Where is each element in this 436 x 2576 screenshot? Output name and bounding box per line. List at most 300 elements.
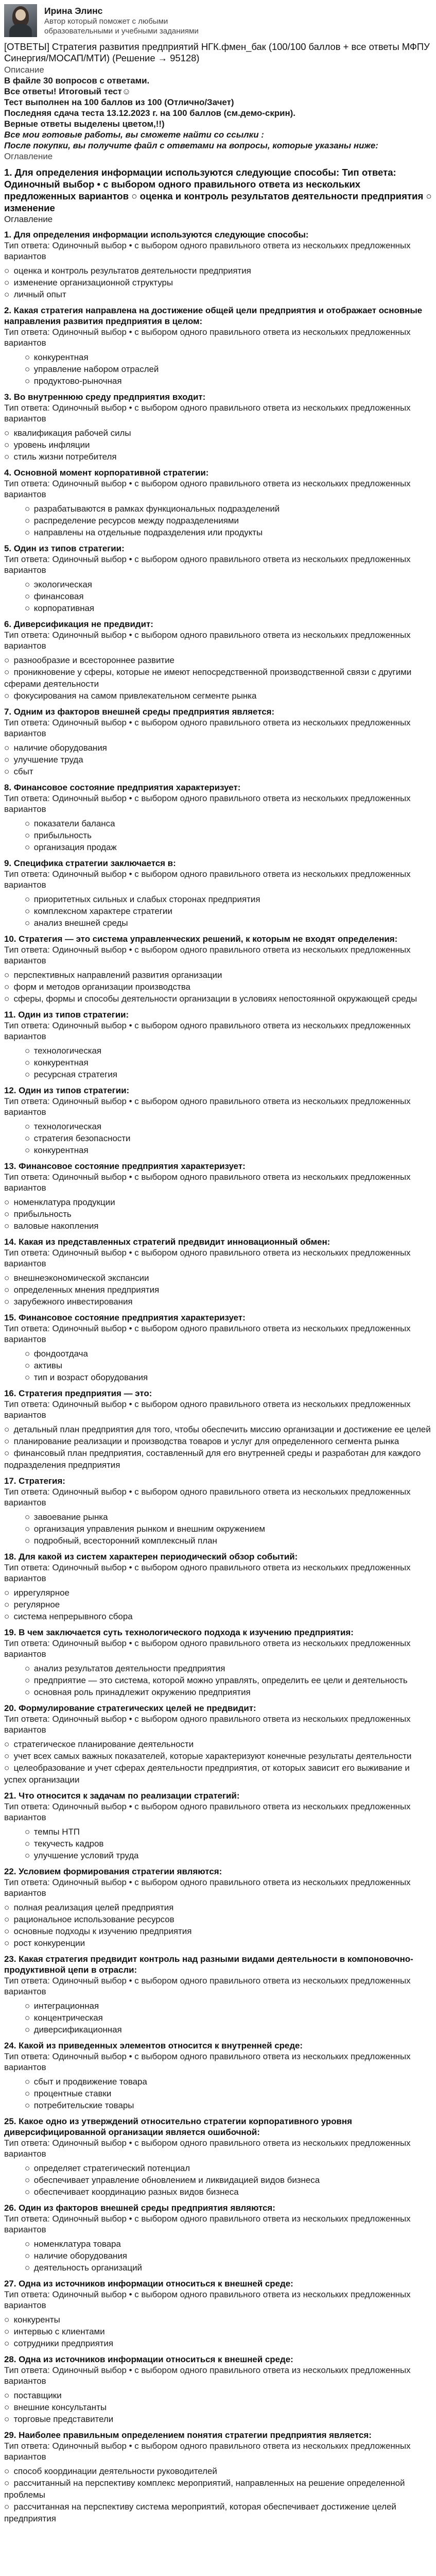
radio-circle-icon: ○: [25, 2163, 30, 2173]
answer-option: [25, 1674, 432, 1686]
radio-circle-icon: ○: [25, 2250, 30, 2261]
answer-option-label: номенклатура продукции: [13, 1197, 115, 1207]
question-title: 9. Специфика стратегии заключается в:: [4, 858, 176, 868]
radio-circle-icon: ○: [4, 1424, 10, 1434]
question-answer-type: Тип ответа: Одиночный выбор • с выбором одного правильного ответа из нескольких предложенных вариантов: [4, 1714, 411, 1735]
radio-circle-icon: ○: [4, 289, 10, 299]
answer-option-label: фокусирования на самом привлекательном сегменте рынка: [13, 690, 257, 701]
answer-option-label: улучшение труда: [13, 754, 83, 765]
answer-option-label: технологическая: [33, 1121, 102, 1131]
radio-circle-icon: ○: [4, 428, 10, 438]
question-title: 28. Одна из источников информации относиться к внешней среде:: [4, 2354, 293, 2364]
answer-option-label: учет всех самых важных показателей, которые характеризуют конечные результаты деятельности: [13, 1751, 412, 1761]
answer-option: [25, 527, 432, 538]
question-block: [4, 1866, 432, 1949]
answer-option-label: способ координации деятельности руководителей: [13, 2466, 217, 2476]
radio-circle-icon: ○: [4, 667, 10, 677]
answer-option: [4, 666, 432, 690]
answer-option-label: уровень инфляции: [13, 439, 90, 450]
answer-options: [4, 893, 432, 929]
answer-option-label: рациональное использование ресурсов: [13, 1914, 175, 1924]
answer-option-label: иррегулярное: [13, 1587, 69, 1598]
answer-option: [25, 1348, 432, 1360]
radio-circle-icon: ○: [4, 2402, 10, 2412]
answer-option: [25, 1057, 432, 1069]
answer-option: [4, 1599, 432, 1611]
answer-option: [25, 1144, 432, 1156]
answer-option: [4, 439, 432, 451]
answer-option-label: улучшение условий труда: [33, 1850, 139, 1860]
answer-option-label: прибыльность: [13, 1209, 72, 1219]
answer-option-label: стратегическое планирование деятельности: [13, 1739, 194, 1749]
answer-option: [25, 515, 432, 527]
answer-option: [4, 1296, 432, 1308]
answer-option-label: тип и возраст оборудования: [33, 1372, 148, 1382]
radio-circle-icon: ○: [4, 2390, 10, 2400]
avatar-face: [15, 9, 26, 21]
answer-option-label: темпы НТП: [33, 1826, 80, 1837]
answer-option-label: валовые накопления: [13, 1221, 99, 1231]
header-line-score: Тест выполнен на 100 баллов из 100 (Отлично/Зачет): [4, 97, 234, 107]
answer-option-label: планирование реализации и производства товаров и услуг для определенного сегмента рынка: [13, 1436, 399, 1446]
answer-option: [25, 1371, 432, 1383]
radio-circle-icon: ○: [25, 906, 30, 916]
question-answer-type: Тип ответа: Одиночный выбор • с выбором одного правильного ответа из нескольких предложенных вариантов: [4, 1096, 411, 1117]
question-answer-type: Тип ответа: Одиночный выбор • с выбором одного правильного ответа из нескольких предложенных вариантов: [4, 1486, 411, 1507]
question-title: 5. Один из типов стратегии:: [4, 543, 125, 553]
radio-circle-icon: ○: [4, 1284, 10, 1295]
answer-option: [25, 1686, 432, 1698]
answer-options: [4, 1272, 432, 1308]
answer-options: [4, 1423, 432, 1471]
answer-option-label: концентрическая: [33, 2012, 103, 2023]
avatar-torso: [9, 24, 32, 37]
answer-option: [4, 2389, 432, 2401]
answer-options: [4, 2076, 432, 2111]
answer-option: [4, 981, 432, 993]
answer-option-label: продуктово-рыночная: [33, 376, 122, 386]
radio-circle-icon: ○: [25, 503, 30, 514]
answer-option: [4, 1762, 432, 1786]
answer-option: [25, 1121, 432, 1132]
radio-circle-icon: ○: [4, 754, 10, 765]
question-title: 13. Финансовое состояние предприятия характеризует:: [4, 1161, 246, 1171]
answer-option-label: оценка и контроль результатов деятельности предприятия: [13, 265, 251, 276]
answer-option: [25, 1132, 432, 1144]
radio-circle-icon: ○: [4, 1926, 10, 1936]
question-block: [4, 1009, 432, 1080]
question-answer-type: Тип ответа: Одиночный выбор • с выбором одного правильного ответа из нескольких предложенных вариантов: [4, 2213, 411, 2234]
radio-circle-icon: ○: [25, 842, 30, 852]
answer-option: [25, 829, 432, 841]
answer-option-label: детальный план предприятия для того, чтобы обеспечить миссию организации и достижение ее целей: [13, 1424, 431, 1434]
answer-option-label: личный опыт: [13, 289, 66, 299]
radio-circle-icon: ○: [4, 742, 10, 753]
radio-circle-icon: ○: [25, 364, 30, 374]
question-block: [4, 858, 432, 929]
question-answer-type: Тип ответа: Одиночный выбор • с выбором одного правильного ответа из нескольких предложенных вариантов: [4, 1638, 411, 1659]
answer-option-label: технологическая: [33, 1045, 102, 1056]
answer-options: [4, 2465, 432, 2524]
question-title: 25. Какое одно из утверждений относительно стратегии корпоративного уровня диверсифицированной организации является ошибочной:: [4, 2116, 352, 2137]
answer-option-label: процентные ставки: [33, 2088, 112, 2098]
answer-option: [25, 2238, 432, 2250]
radio-circle-icon: ○: [25, 527, 30, 537]
question-answer-type: Тип ответа: Одиночный выбор • с выбором одного правильного ответа из нескольких предложенных вариантов: [4, 1172, 411, 1193]
answer-option-label: анализ внешней среды: [33, 918, 128, 928]
answer-option-label: стратегия безопасности: [33, 1133, 131, 1143]
answer-option-label: разрабатываются в рамках функциональных подразделений: [33, 503, 280, 514]
author-info: [44, 4, 199, 36]
radio-circle-icon: ○: [25, 1838, 30, 1849]
answer-options: [4, 2238, 432, 2274]
question-title: 26. Один из факторов внешней среды предприятия являются:: [4, 2202, 275, 2213]
answer-option: [4, 1208, 432, 1220]
answer-options: [4, 654, 432, 702]
question-block: [4, 1388, 432, 1471]
answer-options: [4, 2162, 432, 2198]
answer-option: [25, 2262, 432, 2274]
answer-option: [25, 841, 432, 853]
question-answer-type: Тип ответа: Одиночный выбор • с выбором одного правильного ответа из нескольких предложенных вариантов: [4, 2051, 411, 2072]
question-block: [4, 305, 432, 387]
answer-option-label: предприятие — это система, которой можно управлять, определить ее цели и деятельность: [33, 1675, 408, 1685]
answer-option-label: наличие оборудования: [33, 2250, 127, 2261]
answer-option-label: внешние консультанты: [13, 2402, 107, 2412]
question-answer-type: Тип ответа: Одиночный выбор • с выбором одного правильного ответа из нескольких предложенных вариантов: [4, 793, 411, 814]
question-title: 20. Формулирование стратегических целей не предвидит:: [4, 1703, 256, 1713]
answer-option: [4, 1423, 432, 1435]
answer-option: [4, 1902, 432, 1913]
answer-option-label: завоевание рынка: [33, 1512, 108, 1522]
radio-circle-icon: ○: [25, 603, 30, 613]
radio-circle-icon: ○: [25, 1663, 30, 1673]
radio-circle-icon: ○: [25, 2076, 30, 2087]
radio-circle-icon: ○: [25, 1045, 30, 1056]
question-title: 8. Финансовое состояние предприятия характеризует:: [4, 782, 241, 792]
radio-circle-icon: ○: [25, 1133, 30, 1143]
question-title: 21. Что относится к задачам по реализации стратегий:: [4, 1790, 240, 1801]
question-block: [4, 229, 432, 300]
answer-option: [25, 1663, 432, 1674]
question-block: [4, 782, 432, 853]
question-block: [4, 392, 432, 463]
answer-option-label: конкурентная: [33, 1057, 89, 1067]
radio-circle-icon: ○: [25, 2239, 30, 2249]
answer-option-label: обеспечивает координацию разных видов бизнеса: [33, 2187, 239, 2197]
question-block: [4, 2430, 432, 2524]
answer-option-label: распределение ресурсов между подразделениями: [33, 515, 239, 526]
question-title: 12. Один из типов стратегии:: [4, 1085, 130, 1095]
answer-option-label: текучесть кадров: [33, 1838, 104, 1849]
question-answer-type: Тип ответа: Одиночный выбор • с выбором одного правильного ответа из нескольких предложенных вариантов: [4, 478, 411, 499]
answer-option-label: экологическая: [33, 579, 92, 589]
radio-circle-icon: ○: [25, 2001, 30, 2011]
question-block: [4, 2040, 432, 2111]
radio-circle-icon: ○: [4, 1436, 10, 1446]
radio-circle-icon: ○: [25, 1145, 30, 1155]
answer-option-label: определенных мнения предприятия: [13, 1284, 160, 1295]
answer-option: [4, 2337, 432, 2349]
answer-option: [4, 289, 432, 300]
question-block: [4, 1161, 432, 1232]
radio-circle-icon: ○: [4, 451, 10, 462]
answer-options: [4, 351, 432, 387]
question-answer-type: Тип ответа: Одиночный выбор • с выбором одного правильного ответа из нескольких предложенных вариантов: [4, 2138, 411, 2159]
radio-circle-icon: ○: [4, 2326, 10, 2336]
answer-option-label: система непрерывного сбора: [13, 1611, 133, 1621]
radio-circle-icon: ○: [25, 1826, 30, 1837]
radio-circle-icon: ○: [25, 591, 30, 601]
answer-option-label: полная реализация целей предприятия: [13, 1902, 174, 1912]
answer-options: [4, 1663, 432, 1698]
radio-circle-icon: ○: [4, 1197, 10, 1207]
answer-option-label: управление набором отраслей: [33, 364, 159, 374]
answer-options: [4, 1738, 432, 1786]
answer-option: [25, 1511, 432, 1523]
answer-option-label: конкурентная: [33, 352, 89, 362]
answer-option-label: организация управления рынком и внешним окружением: [33, 1523, 266, 1534]
question-block: [4, 706, 432, 777]
radio-circle-icon: ○: [4, 1448, 10, 1458]
answer-option-label: проникновение у сферы, которые не имеют непосредственной производственной связи с другими сферами деятельности: [4, 667, 412, 689]
answer-option: [4, 1611, 432, 1622]
answer-option: [25, 1360, 432, 1371]
question-block: [4, 619, 432, 702]
answer-option: [25, 2162, 432, 2174]
question-answer-type: Тип ответа: Одиночный выбор • с выбором одного правильного ответа из нескольких предложенных вариантов: [4, 554, 411, 575]
answer-option: [4, 654, 432, 666]
answer-option-label: деятельность организаций: [33, 2262, 142, 2273]
radio-circle-icon: ○: [4, 1221, 10, 1231]
header-line-questions-count: В файле 30 вопросов с ответами.: [4, 75, 150, 86]
answer-options: [4, 2389, 432, 2425]
answer-options: [4, 1045, 432, 1080]
question-block: [4, 934, 432, 1005]
radio-circle-icon: ○: [4, 1739, 10, 1749]
answer-option: [25, 1045, 432, 1057]
question-title: 14. Какая из представленных стратегий предвидит инновационный обмен:: [4, 1236, 330, 1247]
radio-circle-icon: ○: [25, 1850, 30, 1860]
answer-option-label: прибыльность: [33, 830, 92, 840]
answer-option-label: сбыт и продвижение товара: [33, 2076, 147, 2087]
answer-options: [4, 1902, 432, 1949]
radio-circle-icon: ○: [4, 1599, 10, 1609]
question-answer-type: Тип ответа: Одиночный выбор • с выбором одного правильного ответа из нескольких предложенных вариантов: [4, 1562, 411, 1583]
question-block: [4, 1551, 432, 1622]
radio-circle-icon: ○: [4, 2478, 10, 2488]
radio-circle-icon: ○: [4, 1751, 10, 1761]
radio-circle-icon: ○: [25, 1348, 30, 1359]
header-line-highlight-note: Верные ответы выделены цветом,!!): [4, 118, 165, 129]
answer-option: [25, 2099, 432, 2111]
answer-option-label: рассчитанная на перспективу система мероприятий, которая обеспечивает достижение целей предприятия: [4, 2501, 396, 2523]
answer-option-label: конкурентная: [33, 1145, 89, 1155]
answer-option-label: номенклатура товара: [33, 2239, 121, 2249]
question-block: [4, 1703, 432, 1786]
answer-option: [25, 351, 432, 363]
answer-option-label: сферы, формы и способы деятельности организации в условиях непостоянной окружающей среды: [13, 993, 417, 1004]
answer-option: [4, 265, 432, 277]
answer-option: [25, 2076, 432, 2088]
radio-circle-icon: ○: [4, 2466, 10, 2476]
answer-option: [25, 1850, 432, 1861]
radio-circle-icon: ○: [4, 1273, 10, 1283]
question-answer-type: Тип ответа: Одиночный выбор • с выбором одного правильного ответа из нескольких предложенных вариантов: [4, 869, 411, 890]
header-line-final-test: Все ответы! Итоговый тест☺: [4, 86, 131, 96]
answer-option: [4, 1284, 432, 1296]
answer-option-label: определяет стратегический потенциал: [33, 2163, 190, 2173]
answer-option-label: обеспечивает управление обновлением и ликвидацией видов бизнеса: [33, 2175, 320, 2185]
radio-circle-icon: ○: [4, 970, 10, 980]
question-block: [4, 1236, 432, 1308]
answer-options: [4, 1348, 432, 1383]
radio-circle-icon: ○: [25, 2012, 30, 2023]
answer-option: [4, 2326, 432, 2337]
answer-option-label: интеграционная: [33, 2001, 99, 2011]
answer-option-label: сбыт: [13, 766, 33, 776]
answer-option-label: фондоотдача: [33, 1348, 88, 1359]
radio-circle-icon: ○: [4, 981, 10, 992]
answer-option-label: организация продаж: [33, 842, 117, 852]
radio-circle-icon: ○: [25, 2175, 30, 2185]
answer-options: [4, 265, 432, 300]
answer-option-label: наличие оборудования: [13, 742, 107, 753]
question-answer-type: Тип ответа: Одиночный выбор • с выбором одного правильного ответа из нескольких предложенных вариантов: [4, 2289, 411, 2310]
radio-circle-icon: ○: [25, 830, 30, 840]
question-block: [4, 2354, 432, 2425]
answer-option: [4, 1447, 432, 1471]
question-block: [4, 1954, 432, 2036]
question-title: 29. Наиболее правильным определением понятия стратегии предприятия является:: [4, 2430, 372, 2440]
answer-options: [4, 503, 432, 538]
answer-option: [4, 690, 432, 702]
question-answer-type: Тип ответа: Одиночный выбор • с выбором одного правильного ответа из нескольких предложенных вариантов: [4, 1020, 411, 1041]
answer-option-label: разнообразие и всестороннее развитие: [13, 655, 175, 665]
answer-options: [4, 1511, 432, 1547]
question-answer-type: Тип ответа: Одиночный выбор • с выбором одного правильного ответа из нескольких предложенных вариантов: [4, 327, 411, 348]
radio-circle-icon: ○: [25, 1069, 30, 1079]
question-title: 27. Одна из источников информации относиться к внешней среде:: [4, 2278, 293, 2289]
radio-circle-icon: ○: [25, 376, 30, 386]
answer-option: [4, 1435, 432, 1447]
question-block: [4, 1790, 432, 1861]
answer-options: [4, 1826, 432, 1861]
answer-options: [4, 969, 432, 1005]
question-answer-type: Тип ответа: Одиночный выбор • с выбором одного правильного ответа из нескольких предложенных вариантов: [4, 630, 411, 651]
answer-option: [25, 2250, 432, 2262]
answer-options: [4, 818, 432, 853]
answer-option-label: финансовая: [33, 591, 84, 601]
answer-option-label: активы: [33, 1360, 62, 1370]
question-block: [4, 1312, 432, 1383]
answer-option-label: рост конкуренции: [13, 1938, 85, 1948]
answer-option: [4, 2465, 432, 2477]
question-answer-type: Тип ответа: Одиночный выбор • с выбором одного правильного ответа из нескольких предложенных вариантов: [4, 240, 411, 261]
radio-circle-icon: ○: [4, 1587, 10, 1598]
question-answer-type: Тип ответа: Одиночный выбор • с выбором одного правильного ответа из нескольких предложенных вариантов: [4, 1801, 411, 1822]
answer-option: [25, 1838, 432, 1850]
answer-option: [4, 2314, 432, 2326]
question-answer-type: Тип ответа: Одиночный выбор • с выбором одного правильного ответа из нескольких предложенных вариантов: [4, 1975, 411, 1996]
author-name[interactable]: Ирина Элинс: [44, 6, 103, 16]
answer-options: [4, 1196, 432, 1232]
radio-circle-icon: ○: [4, 439, 10, 450]
answer-option: [4, 1925, 432, 1937]
radio-circle-icon: ○: [4, 1902, 10, 1912]
answer-options: [4, 1587, 432, 1622]
answer-option-label: корпоративная: [33, 603, 95, 613]
answer-option: [25, 503, 432, 515]
question-block: [4, 1476, 432, 1547]
question-title: 15. Финансовое состояние предприятия характеризует:: [4, 1312, 246, 1323]
answer-option-label: внешнеэкономической экспансии: [13, 1273, 149, 1283]
answer-option: [4, 427, 432, 439]
question-title: 6. Диверсификация не предвидит:: [4, 619, 153, 629]
answer-option: [25, 818, 432, 829]
author-avatar[interactable]: [4, 4, 37, 37]
question-answer-type: Тип ответа: Одиночный выбор • с выбором одного правильного ответа из нескольких предложенных вариантов: [4, 717, 411, 738]
answer-options: [4, 579, 432, 614]
answer-option-label: подробный, всесторонний комплексный план: [33, 1535, 217, 1546]
header-line-all-works-link[interactable]: Все мои готовые работы, вы сможете найти со ссылки :: [4, 129, 264, 140]
answer-option: [25, 375, 432, 387]
header-line-after-purchase: После покупки, вы получите файл с ответами на вопросы, которые указаны ниже:: [4, 140, 378, 150]
question-answer-type: Тип ответа: Одиночный выбор • с выбором одного правильного ответа из нескольких предложенных вариантов: [4, 2365, 411, 2386]
question-title: 1. Для определения информации используются следующие способы:: [4, 229, 309, 240]
answer-options: [4, 2000, 432, 2036]
radio-circle-icon: ○: [4, 1914, 10, 1924]
answer-option: [25, 590, 432, 602]
answer-option: [25, 893, 432, 905]
answer-option-label: форм и методов организации производства: [13, 981, 190, 992]
radio-circle-icon: ○: [25, 579, 30, 589]
answer-option: [4, 2401, 432, 2413]
toc-label: Оглавление: [4, 151, 53, 161]
radio-circle-icon: ○: [4, 2501, 10, 2512]
answer-option: [25, 2012, 432, 2024]
radio-circle-icon: ○: [25, 2024, 30, 2035]
radio-circle-icon: ○: [25, 2262, 30, 2273]
answer-option: [4, 1738, 432, 1750]
answer-option-label: поставщики: [13, 2390, 62, 2400]
answer-option-label: комплексном характере стратегии: [33, 906, 172, 916]
radio-circle-icon: ○: [25, 1523, 30, 1534]
questions-list: [4, 166, 432, 2524]
radio-circle-icon: ○: [4, 655, 10, 665]
answer-option-label: сотрудники предприятия: [13, 2338, 114, 2348]
radio-circle-icon: ○: [25, 1535, 30, 1546]
question-block: [4, 2202, 432, 2274]
radio-circle-icon: ○: [4, 2414, 10, 2424]
question-block: [4, 1085, 432, 1156]
answer-option-label: целеобразование и учет сферах деятельности предприятия, от которых зависит его выживание и успех организации: [4, 1762, 410, 1785]
radio-circle-icon: ○: [4, 1209, 10, 1219]
question-title: 18. Для какой из систем характерен периодический обзор событий:: [4, 1551, 298, 1562]
answer-option-label: потребительские товары: [33, 2100, 134, 2110]
question-block: [4, 2116, 432, 2198]
answer-option: [25, 2088, 432, 2099]
answer-option-label: зарубежного инвестирования: [13, 1296, 133, 1307]
answer-option: [4, 277, 432, 289]
question-answer-type: Тип ответа: Одиночный выбор • с выбором одного правильного ответа из нескольких предложенных вариантов: [4, 1323, 411, 1344]
question-title: 22. Условием формирования стратегии являются:: [4, 1866, 222, 1876]
answer-option: [4, 993, 432, 1005]
answer-option: [25, 1523, 432, 1535]
answer-option: [4, 1750, 432, 1762]
question-title: 3. Во внутреннюю среду предприятия входит:: [4, 392, 206, 402]
radio-circle-icon: ○: [4, 1762, 10, 1773]
